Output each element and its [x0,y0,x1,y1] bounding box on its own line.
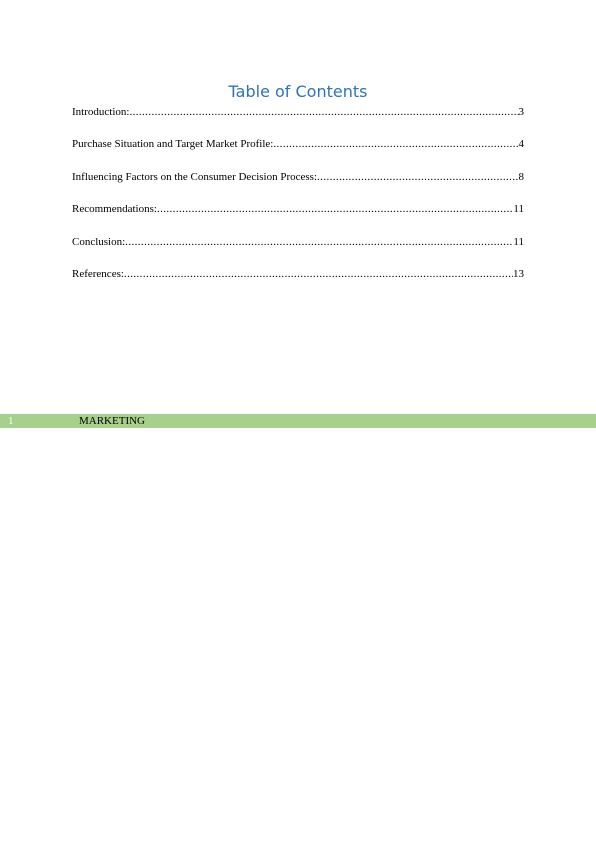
toc-entry-label: References: [72,267,124,280]
toc-entry-label: Introduction: [72,106,130,118]
toc-title: Table of Contents [228,82,368,101]
toc-leader-dots [317,169,518,185]
toc-entry-label: Recommendations: [72,203,157,216]
page-number: 1 [8,415,14,427]
toc-entry-recommendations[interactable] [72,201,524,217]
toc-entry-page: 11 [513,203,524,216]
toc-entry-page: 11 [513,235,524,248]
toc-leader-dots [157,201,513,217]
toc-leader-dots [124,266,513,282]
toc-entry-label: Influencing Factors on the Consumer Decision Process: [72,170,318,183]
footer-band [0,414,596,428]
toc-entry-page: 8 [518,170,524,183]
toc-leader-dots [273,136,518,152]
toc-entry-conclusion[interactable] [72,234,524,250]
toc-leader-dots [129,104,518,120]
toc-entry-introduction[interactable] [72,104,524,120]
toc-entry-page: 13 [513,267,524,280]
toc-entry-references[interactable] [72,266,524,282]
toc-leader-dots [125,234,513,250]
toc-entry-page: 3 [518,106,524,118]
toc-list [72,104,524,298]
toc-entry-label: Conclusion: [72,235,126,248]
running-head: MARKETING [79,415,145,427]
toc-entry-page: 4 [518,138,524,151]
toc-entry-label: Purchase Situation and Target Market Profile: [72,138,274,151]
toc-entry-influencing-factors[interactable] [72,169,524,185]
toc-entry-purchase-situation[interactable] [72,136,524,152]
